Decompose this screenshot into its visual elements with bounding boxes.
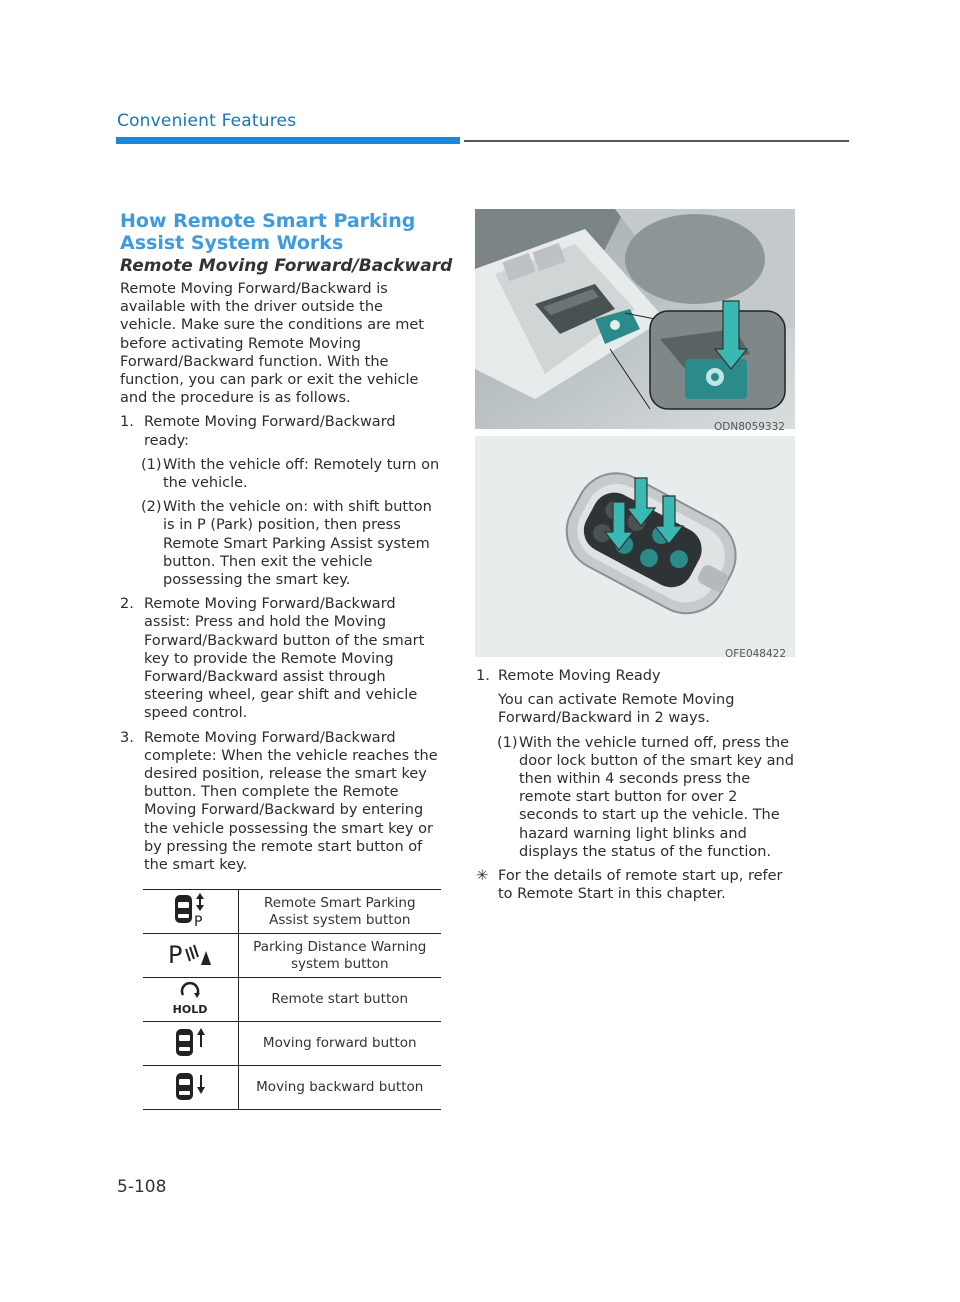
parking-warning-icon	[167, 939, 213, 969]
left-column	[120, 280, 442, 880]
step-title: Remote Moving Ready	[498, 668, 661, 684]
svg-text:P: P	[168, 940, 183, 969]
sub-title: Remote Moving Forward/Backward	[120, 256, 453, 276]
remote-start-icon	[170, 979, 210, 1017]
step-text: Remote Moving Forward/Backward ready:	[144, 414, 396, 449]
step-number: 1.	[120, 414, 134, 431]
step-item	[120, 595, 442, 722]
button-label: Remote Smart Parking Assist system button	[238, 890, 441, 934]
smart-key-photo	[475, 436, 795, 657]
sub-step-item	[120, 498, 442, 589]
button-label: Remote start button	[238, 978, 441, 1022]
remote-parking-icon	[170, 892, 210, 928]
forward-icon	[172, 1025, 208, 1059]
step-item	[476, 667, 798, 685]
section-title: How Remote Smart Parking Assist System Works	[120, 210, 416, 254]
step-number: 2.	[120, 596, 134, 613]
note-text: For the details of remote start up, refer to Remote Start in this chapter.	[498, 868, 783, 903]
header-accent-bar	[116, 137, 460, 144]
note-symbol-icon: ✳	[476, 868, 489, 885]
sub-step-number: (1)	[497, 734, 518, 751]
hold-label: HOLD	[172, 1002, 208, 1016]
step-item	[120, 413, 442, 449]
table-row	[143, 890, 441, 934]
note	[476, 867, 798, 903]
button-label: Parking Distance Warning system button	[238, 934, 441, 978]
backward-icon	[172, 1069, 208, 1103]
table-row	[143, 978, 441, 1022]
page-number: 5-108	[117, 1177, 167, 1197]
intro-paragraph: Remote Moving Forward/Backward is available with the driver outside the vehicle. Make sure the conditions are met before activating Remote Moving Forward/Backward function. With the function, you can park or exit the vehicle and the procedure is as follows.	[120, 281, 424, 407]
right-column	[476, 667, 798, 903]
table-row	[143, 1022, 441, 1066]
step-paragraph: You can activate Remote Moving Forward/Backward in 2 ways.	[498, 692, 735, 727]
sub-step-item	[120, 456, 442, 492]
step-text: Remote Moving Forward/Backward complete: When the vehicle reaches the desired position, release the smart key button. Then complete the Remote Moving Forward/Backward by entering the vehicle possessing the smart key or by pressing the remote start button of the smart key.	[144, 729, 438, 874]
step-item	[120, 729, 442, 875]
chapter-header: Convenient Features	[117, 111, 297, 131]
sub-step-text: With the vehicle off: Remotely turn on the vehicle.	[163, 456, 440, 492]
button-table	[143, 889, 441, 1110]
table-row	[143, 934, 441, 978]
image-code: ODN8059332	[714, 421, 785, 433]
step-number: 3.	[120, 729, 134, 746]
svg-text:P: P	[194, 913, 203, 928]
image-code: OFE048422	[725, 648, 787, 660]
step-text: Remote Moving Forward/Backward assist: Press and hold the Moving Forward/Backward button of the smart key to provide the Remote Moving Forward/Backward assist through steering wheel, gear shift and vehicle speed control.	[144, 596, 425, 722]
sub-step-text: With the vehicle on: with shift button is in P (Park) position, then press Remote Smart Parking Assist system button. Then exit the vehicle possessing the smart key.	[163, 499, 432, 589]
header-divider	[464, 140, 849, 142]
sub-step-number: (2)	[141, 499, 162, 516]
table-row	[143, 1066, 441, 1110]
button-label: Moving backward button	[238, 1066, 441, 1110]
console-button-photo	[475, 209, 795, 429]
step-number: 1.	[476, 668, 490, 684]
button-label: Moving forward button	[238, 1022, 441, 1066]
sub-step-number: (1)	[141, 456, 162, 473]
sub-step-text: With the vehicle turned off, press the door lock button of the smart key and then within 4 seconds press the remote start button for over 2 seconds to start up the vehicle. The hazard warning light blinks and displays the status of the function.	[519, 734, 794, 860]
sub-step-item	[476, 734, 798, 861]
